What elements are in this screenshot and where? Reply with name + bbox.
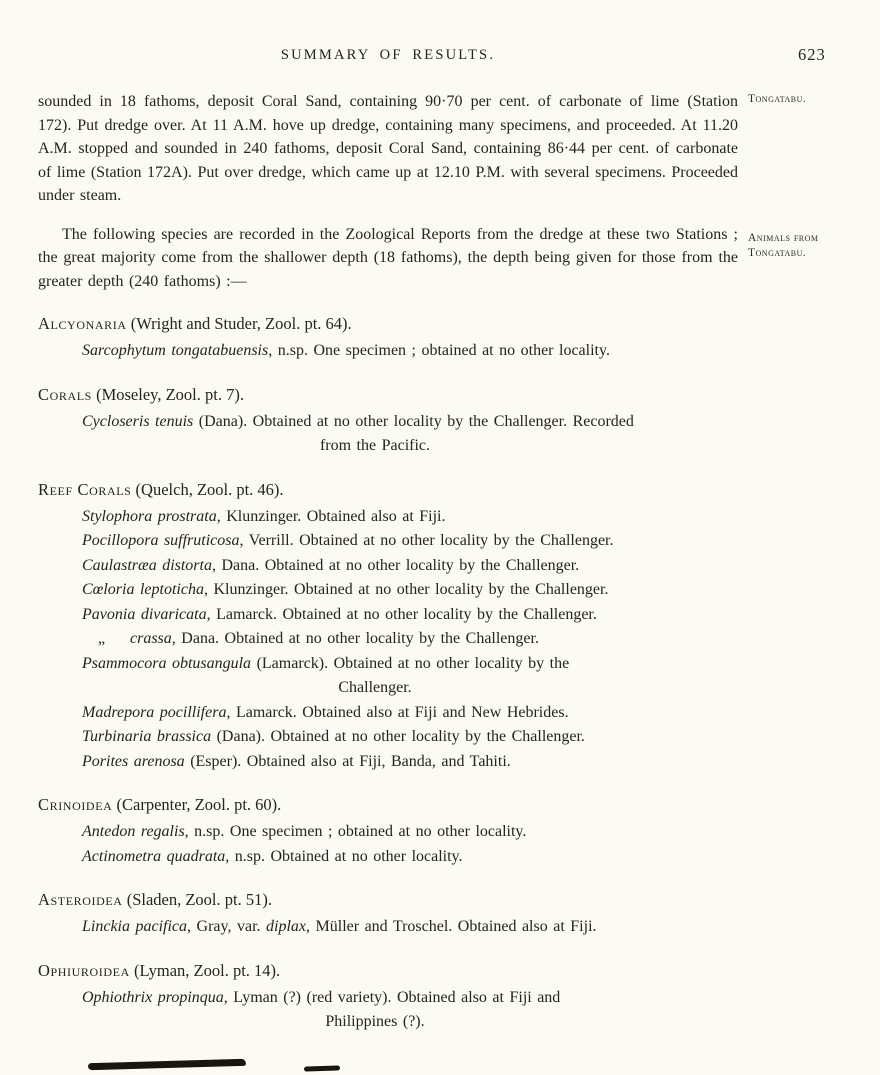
species-note: , Klunzinger. Obtained at no other locality by the Challenger. [203, 581, 609, 598]
species-name: Sarcophytum tongatabuensis [82, 342, 269, 359]
species-note-continuation: Philippines (?). [325, 1013, 425, 1030]
species-note: , Klunzinger. Obtained also at Fiji. [216, 507, 446, 525]
species-entry [38, 627, 738, 652]
species-note: , Lamarck. Obtained also at Fiji and New Hebrides. [226, 703, 569, 721]
species-entry [38, 750, 738, 775]
section-heading-rest: (Wright and Studer, Zool. pt. 64). [126, 314, 352, 333]
species-entry [38, 410, 738, 459]
species-note: , Gray, var. [187, 918, 267, 935]
species-name: Porites arenosa [82, 752, 185, 770]
species-entry [38, 725, 738, 750]
section-name: Alcyonaria [38, 314, 127, 333]
section-heading-rest: (Sladen, Zool. pt. 51). [122, 890, 272, 909]
scan-artifact [304, 1065, 340, 1071]
species-entry [38, 603, 738, 628]
species-entry [38, 529, 738, 554]
species-entry [38, 652, 738, 701]
section-heading [38, 383, 738, 407]
species-note: (Esper). Obtained also at Fiji, Banda, and Tahiti. [184, 752, 511, 770]
species-name: Turbinaria brassica [82, 728, 212, 745]
section-corals [38, 383, 738, 459]
species-note: , Dana. Obtained at no other locality by the Challenger. [211, 556, 580, 574]
section-heading-rest: (Quelch, Zool. pt. 46). [131, 479, 284, 499]
species-note: , n.sp. One specimen ; obtained at no other locality. [184, 823, 527, 840]
page-header [38, 45, 826, 66]
species-entry [38, 578, 738, 603]
section-name: Reef Corals [38, 479, 132, 499]
species-name: Psammocora obtusangula [82, 654, 252, 672]
section-asteroidea [38, 888, 738, 940]
species-name: Ophiothrix propinqua [82, 988, 224, 1006]
section-name: Corals [38, 384, 92, 404]
page-number: 623 [798, 45, 826, 64]
species-name: Cœloria leptoticha [82, 581, 204, 598]
section-heading [38, 959, 738, 983]
section-heading [38, 478, 738, 502]
species-name: Pocillopora suffruticosa [82, 532, 240, 549]
section-heading-rest: (Lyman, Zool. pt. 14). [129, 960, 281, 980]
species-note: (Dana). Obtained at no other locality by the Challenger. [211, 728, 585, 745]
section-heading-rest: (Carpenter, Zool. pt. 60). [112, 795, 282, 814]
species-entry [38, 820, 738, 845]
section-ophiuroidea [38, 959, 738, 1035]
species-note: , Dana. Obtained at no other locality by the Challenger. [171, 630, 539, 647]
species-entry [38, 339, 738, 364]
body-paragraph: The following species are recorded in the Zoological Reports from the dredge at these two Stations ; the great majority come from the shallower depth (18 fathoms), the depth being given for those from the greater depth (240 fathoms) :— [38, 225, 738, 290]
body-paragraph: sounded in 18 fathoms, deposit Coral Sand, containing 90·70 per cent. of carbonate of lime (Station 172). Put dredge over. At 11 A.M. hove up dredge, containing many specimens, and proceeded. At 11.20 A.M. stopped and sounded in 240 fathoms, deposit Coral Sand, containing 86·44 per cent. of carbonate of lime (Station 172A). Put over dredge, which came up at 12.10 P.M. with several specimens. Proceeded under steam. [38, 93, 738, 204]
section-reef-corals [38, 478, 738, 775]
section-alcyonaria [38, 312, 738, 364]
species-note: (Dana). Obtained at no other locality by the Challenger. Recorded [193, 412, 634, 430]
species-entry [38, 915, 738, 940]
species-name: Linckia pacifica [82, 918, 188, 935]
margin-note-tongatabu: Tongatabu. [748, 93, 807, 105]
ditto-mark: „ [98, 630, 106, 647]
species-note: (Lamarck). Obtained at no other locality by the [251, 654, 570, 672]
species-entry [38, 986, 738, 1035]
section-crinoidea [38, 793, 738, 869]
section-name: Asteroidea [38, 890, 123, 909]
section-heading [38, 312, 738, 336]
scan-artifact [88, 1059, 246, 1070]
species-note-continuation: Challenger. [338, 679, 412, 696]
species-entry [38, 554, 738, 579]
species-name: Cycloseris tenuis [82, 412, 194, 430]
species-entry [38, 505, 738, 530]
species-name: Madrepora pocillifera [82, 703, 227, 721]
section-heading [38, 888, 738, 912]
species-name: crassa [130, 630, 172, 647]
species-name: Caulastræa distorta [82, 556, 212, 574]
margin-note-animals-from-tongatabu: Animals from Tongatabu. [748, 232, 819, 259]
species-note: , n.sp. One specimen ; obtained at no other locality. [268, 342, 610, 359]
species-note-continuation: from the Pacific. [319, 437, 431, 454]
species-note: , Müller and Troschel. Obtained also at Fiji. [306, 918, 597, 935]
species-name: Stylophora prostrata [82, 507, 217, 525]
species-note: , Verrill. Obtained at no other locality by the Challenger. [239, 532, 614, 549]
species-note: , Lamarck. Obtained at no other locality by the Challenger. [206, 605, 597, 623]
section-name: Crinoidea [38, 795, 113, 814]
species-entry [38, 845, 738, 870]
species-note: , Lyman (?) (red variety). Obtained also at Fiji and [223, 988, 561, 1006]
running-title: SUMMARY OF RESULTS. [280, 47, 496, 63]
species-name: Actinometra quadrata [82, 847, 226, 865]
species-name: Antedon regalis [82, 823, 185, 840]
species-note: , n.sp. Obtained at no other locality. [225, 847, 463, 865]
section-heading [38, 793, 738, 817]
species-entry [38, 701, 738, 726]
variety-name: diplax [266, 918, 307, 935]
section-name: Ophiuroidea [38, 960, 130, 980]
species-name: Pavonia divaricata [82, 605, 207, 623]
section-heading-rest: (Moseley, Zool. pt. 7). [91, 384, 244, 404]
